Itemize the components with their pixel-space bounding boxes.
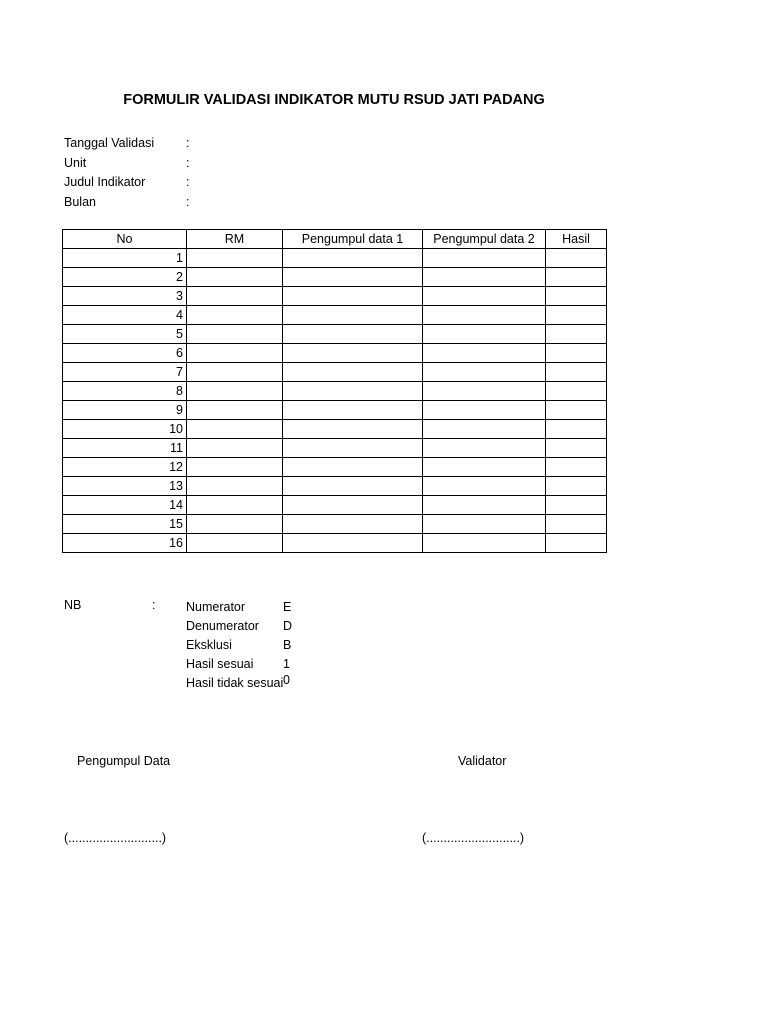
cell-hasil — [546, 287, 607, 306]
signature-line-pengumpul: (...........................) — [64, 831, 167, 845]
table-row — [63, 344, 607, 363]
cell-no: 8 — [63, 382, 187, 401]
cell-no: 1 — [63, 249, 187, 268]
cell-rm — [187, 363, 283, 382]
validation-table — [62, 229, 607, 553]
table-row — [63, 325, 607, 344]
table-row — [63, 401, 607, 420]
signature-label-pengumpul: Pengumpul Data — [77, 754, 171, 768]
nb-item-code: D — [283, 619, 293, 633]
header-hasil: Hasil — [546, 230, 607, 249]
nb-item — [186, 598, 292, 617]
nb-item — [186, 673, 290, 693]
meta-label: Judul Indikator — [64, 175, 146, 189]
cell-pengumpul-1 — [283, 534, 423, 553]
nb-item — [186, 636, 292, 655]
cell-rm — [187, 306, 283, 325]
nb-item-label: Numerator — [186, 600, 246, 614]
nb-item-label: Hasil sesuai — [186, 657, 254, 671]
cell-pengumpul-2 — [423, 344, 546, 363]
cell-pengumpul-2 — [423, 534, 546, 553]
cell-pengumpul-2 — [423, 382, 546, 401]
cell-pengumpul-2 — [423, 363, 546, 382]
cell-pengumpul-1 — [283, 325, 423, 344]
cell-rm — [187, 344, 283, 363]
table-row — [63, 268, 607, 287]
cell-no: 16 — [63, 534, 187, 553]
cell-rm — [187, 287, 283, 306]
cell-pengumpul-1 — [283, 477, 423, 496]
cell-no: 7 — [63, 363, 187, 382]
cell-rm — [187, 477, 283, 496]
table-row — [63, 249, 607, 268]
cell-pengumpul-2 — [423, 439, 546, 458]
nb-item-code: E — [283, 600, 292, 614]
meta-colon: : — [186, 194, 190, 209]
header-rm: RM — [187, 230, 283, 249]
nb-item — [186, 655, 290, 674]
cell-rm — [187, 325, 283, 344]
cell-hasil — [546, 382, 607, 401]
cell-rm — [187, 249, 283, 268]
table-row — [63, 439, 607, 458]
table-row — [63, 477, 607, 496]
table-row — [63, 515, 607, 534]
cell-pengumpul-1 — [283, 382, 423, 401]
cell-pengumpul-2 — [423, 401, 546, 420]
cell-pengumpul-1 — [283, 249, 423, 268]
nb-item-code: 1 — [283, 657, 290, 671]
cell-rm — [187, 382, 283, 401]
table-row — [63, 458, 607, 477]
cell-pengumpul-1 — [283, 420, 423, 439]
cell-no: 10 — [63, 420, 187, 439]
cell-hasil — [546, 401, 607, 420]
cell-pengumpul-1 — [283, 496, 423, 515]
table-row — [63, 420, 607, 439]
meta-colon: : — [186, 175, 190, 189]
cell-no: 13 — [63, 477, 187, 496]
cell-hasil — [546, 534, 607, 553]
cell-no: 2 — [63, 268, 187, 287]
cell-pengumpul-2 — [423, 268, 546, 287]
cell-hasil — [546, 344, 607, 363]
cell-hasil — [546, 477, 607, 496]
meta-label: Tanggal Validasi — [64, 136, 155, 150]
cell-pengumpul-1 — [283, 344, 423, 363]
table-row — [63, 363, 607, 382]
cell-pengumpul-1 — [283, 287, 423, 306]
cell-no: 3 — [63, 287, 187, 306]
cell-rm — [187, 439, 283, 458]
table-row — [63, 382, 607, 401]
cell-pengumpul-2 — [423, 249, 546, 268]
nb-item-label: Denumerator — [186, 619, 259, 633]
cell-pengumpul-1 — [283, 458, 423, 477]
signature-label-validator: Validator — [458, 754, 507, 768]
cell-hasil — [546, 306, 607, 325]
cell-pengumpul-1 — [283, 268, 423, 287]
cell-hasil — [546, 325, 607, 344]
cell-rm — [187, 534, 283, 553]
cell-no: 14 — [63, 496, 187, 515]
cell-pengumpul-2 — [423, 515, 546, 534]
cell-pengumpul-1 — [283, 401, 423, 420]
cell-hasil — [546, 439, 607, 458]
cell-pengumpul-2 — [423, 496, 546, 515]
header-no: No — [63, 230, 187, 249]
header-pengumpul-2: Pengumpul data 2 — [423, 230, 546, 249]
cell-hasil — [546, 268, 607, 287]
cell-no: 6 — [63, 344, 187, 363]
meta-label: Unit — [64, 155, 87, 170]
cell-pengumpul-2 — [423, 306, 546, 325]
cell-pengumpul-2 — [423, 458, 546, 477]
cell-pengumpul-1 — [283, 439, 423, 458]
cell-no: 11 — [63, 439, 187, 458]
signature-line-validator: (...........................) — [422, 831, 525, 845]
nb-item-label: Hasil tidak sesuai — [186, 676, 284, 690]
nb-label: NB — [64, 598, 82, 612]
cell-pengumpul-2 — [423, 420, 546, 439]
meta-label: Bulan — [64, 194, 96, 209]
cell-no: 9 — [63, 401, 187, 420]
cell-rm — [187, 268, 283, 287]
cell-no: 12 — [63, 458, 187, 477]
cell-rm — [187, 458, 283, 477]
cell-rm — [187, 420, 283, 439]
cell-no: 5 — [63, 325, 187, 344]
cell-pengumpul-1 — [283, 363, 423, 382]
cell-pengumpul-1 — [283, 306, 423, 325]
table-row — [63, 287, 607, 306]
nb-item-label: Eksklusi — [186, 638, 232, 652]
cell-hasil — [546, 363, 607, 382]
cell-hasil — [546, 458, 607, 477]
cell-hasil — [546, 420, 607, 439]
form-title: FORMULIR VALIDASI INDIKATOR MUTU RSUD JATI PADANG — [123, 92, 545, 108]
cell-rm — [187, 496, 283, 515]
table-row — [63, 496, 607, 515]
nb-colon: : — [152, 598, 156, 612]
nb-item-code: 0 — [283, 673, 290, 687]
cell-hasil — [546, 249, 607, 268]
meta-colon: : — [186, 136, 190, 150]
nb-item — [186, 617, 293, 636]
cell-pengumpul-1 — [283, 515, 423, 534]
header-pengumpul-1: Pengumpul data 1 — [283, 230, 423, 249]
cell-hasil — [546, 496, 607, 515]
table-body — [63, 249, 607, 553]
table-header-row — [63, 230, 607, 249]
cell-rm — [187, 515, 283, 534]
meta-colon: : — [186, 155, 190, 170]
table-row — [63, 534, 607, 553]
cell-hasil — [546, 515, 607, 534]
nb-item-code: B — [283, 638, 292, 652]
cell-pengumpul-2 — [423, 287, 546, 306]
cell-no: 4 — [63, 306, 187, 325]
cell-rm — [187, 401, 283, 420]
table-row — [63, 306, 607, 325]
cell-pengumpul-2 — [423, 477, 546, 496]
cell-no: 15 — [63, 515, 187, 534]
cell-pengumpul-2 — [423, 325, 546, 344]
